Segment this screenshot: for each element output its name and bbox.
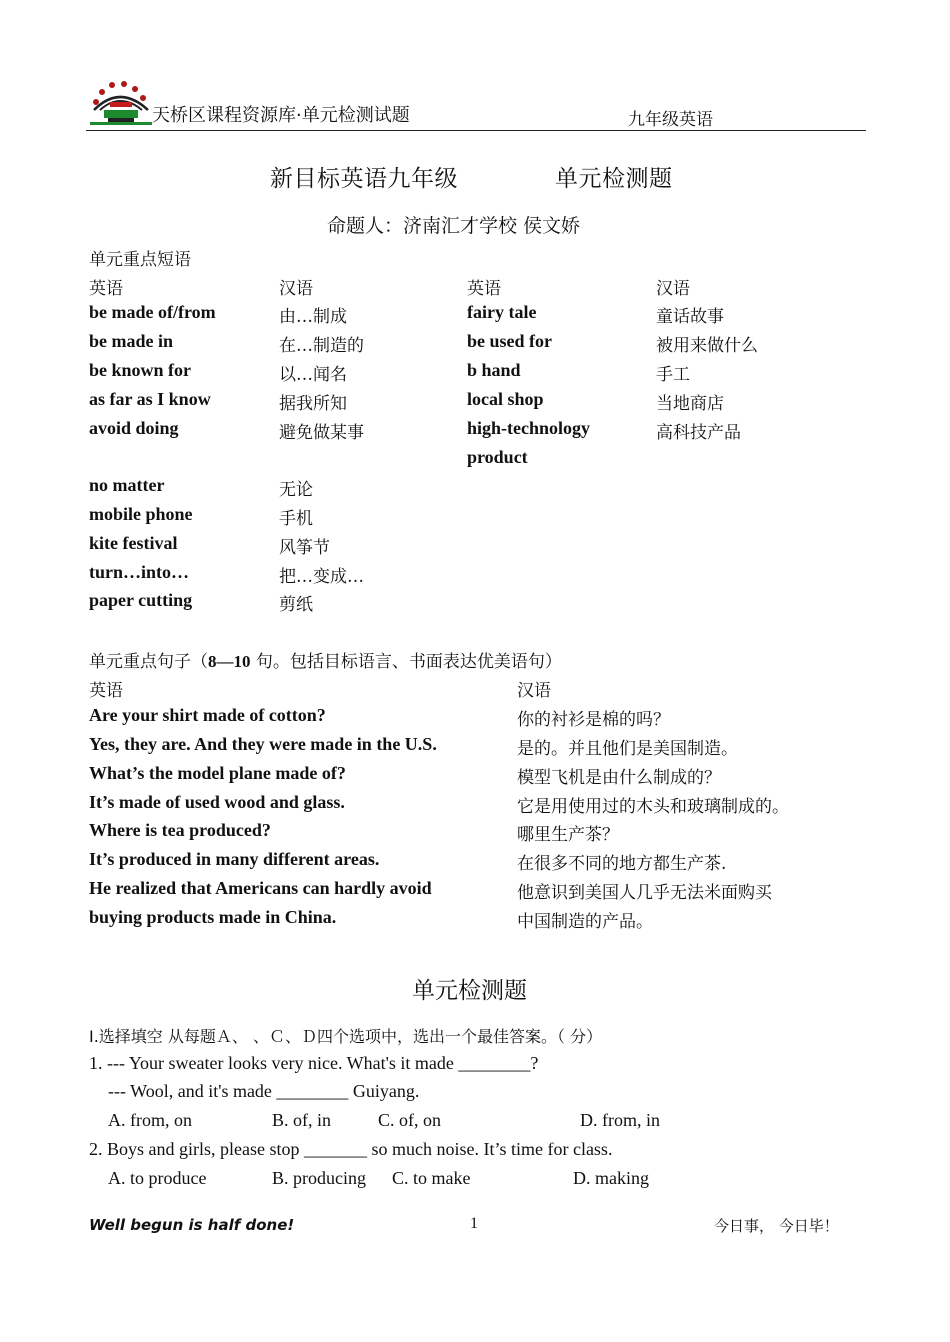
phrase-en: turn…into…: [89, 562, 190, 582]
sentence-zh: 在很多不同的地方都生产茶.: [517, 854, 727, 874]
sentence-en: Are your shirt made of cotton?: [89, 705, 326, 725]
question-1-line-1: 1. --- Your sweater looks very nice. What's it made ________?: [89, 1053, 539, 1073]
sentence-zh: 他意识到美国人几乎无法米面购买: [517, 883, 772, 903]
sentence-en: buying products made in China.: [89, 907, 337, 927]
phrases-col-en-left: 英语: [89, 279, 123, 299]
phrase-en: be made in: [89, 331, 174, 351]
phrase-zh: 被用来做什么: [656, 336, 758, 356]
question-2-option-a: A. to produce: [108, 1168, 207, 1188]
sentences-col-en: 英语: [89, 681, 123, 701]
question-2-line-1: 2. Boys and girls, please stop _______ so much noise. It’s time for class.: [89, 1139, 613, 1159]
sentences-heading-post: 句。包括目标语言、书面表达优美语句）: [250, 652, 562, 672]
phrase-en: be known for: [89, 360, 192, 380]
school-logo: [88, 80, 154, 128]
footer-motto: Well begun is half done!: [89, 1216, 295, 1234]
question-1-line-2: --- Wool, and it's made ________ Guiyang.: [108, 1081, 420, 1101]
phrase-en: kite festival: [89, 533, 178, 553]
document-subtitle: 单元检测题: [555, 166, 673, 192]
phrase-en: product: [467, 447, 528, 467]
header-rule: [86, 130, 866, 131]
phrase-en: be used for: [467, 331, 552, 351]
phrase-zh: 童话故事: [656, 307, 724, 327]
sentences-heading-pre: 单元重点句子（: [89, 652, 208, 672]
footer-slogan: 今日事， 今日毕！: [714, 1217, 839, 1235]
phrase-en: be made of/from: [89, 302, 216, 322]
phrase-en: b hand: [467, 360, 521, 380]
phrase-en: local shop: [467, 389, 544, 409]
sentence-zh: 模型飞机是由什么制成的？: [517, 768, 721, 788]
phrase-zh: 无论: [279, 480, 313, 500]
phrase-zh: 高科技产品: [656, 423, 741, 443]
phrases-col-zh-left: 汉语: [279, 279, 313, 299]
phrase-zh: 把…变成…: [279, 567, 364, 587]
part1-instructions: Ⅰ.选择填空 从每题Ａ、 、Ｃ、Ｄ四个选项中，选出一个最佳答案。（ 分）: [89, 1027, 603, 1046]
test-heading: 单元检测题: [412, 978, 527, 1004]
sentence-zh: 是的。并且他们是美国制造。: [517, 739, 738, 759]
page-number: 1: [470, 1215, 478, 1232]
sentence-en: It’s made of used wood and glass.: [89, 792, 345, 812]
sentences-heading: [89, 647, 562, 672]
phrases-col-zh-right: 汉语: [656, 279, 690, 299]
sentence-zh: 你的衬衫是棉的吗？: [517, 710, 670, 730]
phrase-zh: 在…制造的: [279, 336, 364, 356]
sentence-zh: 中国制造的产品。: [517, 912, 653, 932]
phrases-heading: 单元重点短语: [89, 250, 191, 270]
phrase-zh: 剪纸: [279, 595, 313, 615]
phrase-zh: 避免做某事: [279, 423, 364, 443]
header-grade-subject: 九年级英语: [628, 110, 713, 130]
sentence-en: Where is tea produced?: [89, 820, 271, 840]
document-title: 新目标英语九年级: [270, 166, 458, 192]
question-1-option-d: D. from, in: [580, 1110, 660, 1130]
question-2-option-d: D. making: [573, 1168, 649, 1188]
phrase-en: as far as I know: [89, 389, 211, 409]
author-line: 命题人：济南汇才学校 侯文娇: [327, 215, 581, 237]
header-title: 天桥区课程资源库·单元检测试题: [152, 105, 410, 126]
phrase-zh: 据我所知: [279, 394, 347, 414]
phrase-zh: 手工: [656, 365, 690, 385]
question-2-option-c: C. to make: [392, 1168, 471, 1188]
phrase-en: fairy tale: [467, 302, 537, 322]
phrase-en: no matter: [89, 475, 165, 495]
question-2-option-b: B. producing: [272, 1168, 366, 1188]
sentences-col-zh: 汉语: [517, 681, 551, 701]
phrase-en: high-technology: [467, 418, 591, 438]
question-1-option-c: C. of, on: [378, 1110, 441, 1130]
phrase-zh: 当地商店: [656, 394, 724, 414]
sentence-en: Yes, they are. And they were made in the U.S.: [89, 734, 437, 754]
phrase-en: avoid doing: [89, 418, 179, 438]
sentences-heading-count: 8—10: [208, 652, 251, 671]
sentence-en: It’s produced in many different areas.: [89, 849, 380, 869]
question-1-option-b: B. of, in: [272, 1110, 332, 1130]
phrase-zh: 由…制成: [279, 307, 347, 327]
phrase-zh: 手机: [279, 509, 313, 529]
phrase-zh: 风筝节: [279, 538, 330, 558]
phrase-en: mobile phone: [89, 504, 193, 524]
question-1-option-a: A. from, on: [108, 1110, 192, 1130]
sentence-en: What’s the model plane made of?: [89, 763, 346, 783]
phrase-en: paper cutting: [89, 590, 193, 610]
sentence-zh: 它是用使用过的木头和玻璃制成的。: [517, 797, 789, 817]
sentence-en: He realized that Americans can hardly avoid: [89, 878, 432, 898]
phrases-col-en-right: 英语: [467, 279, 501, 299]
sentence-zh: 哪里生产茶？: [517, 825, 619, 845]
phrase-zh: 以…闻名: [279, 365, 347, 385]
